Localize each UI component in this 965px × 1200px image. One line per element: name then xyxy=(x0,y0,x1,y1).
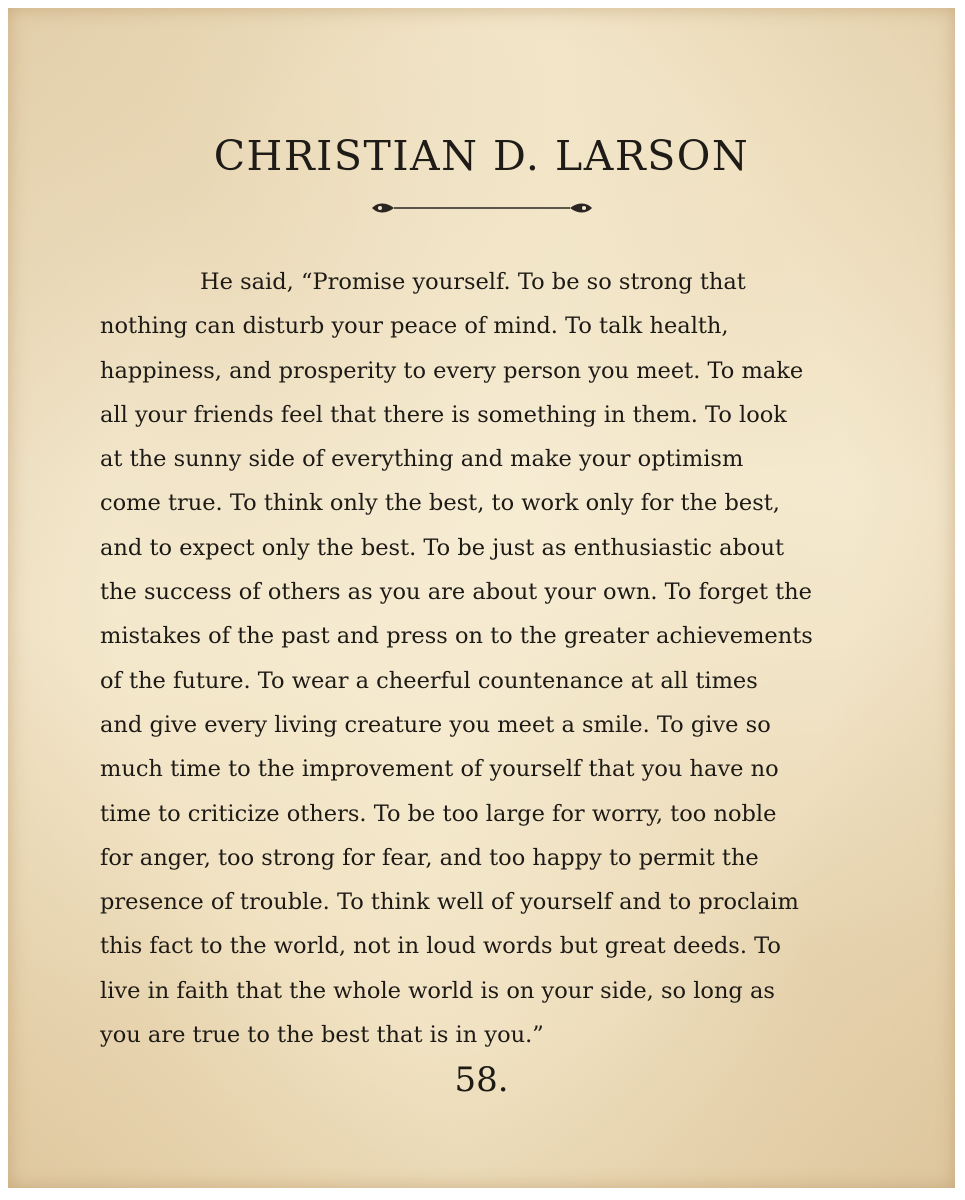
quote-line: much time to the improvement of yourself that you have no xyxy=(100,756,779,783)
quote-line: come true. To think only the best, to work only for the best, xyxy=(100,490,780,517)
page-number: 58. xyxy=(454,1060,509,1100)
quote-line: He said, “Promise yourself. To be so strong that xyxy=(200,269,746,295)
parchment-page xyxy=(8,8,955,1188)
quote-line: and to expect only the best. To be just as enthusiastic about xyxy=(100,534,784,561)
quote-paragraph xyxy=(100,260,870,1057)
quote-line: live in faith that the whole world is on your side, so long as xyxy=(100,977,775,1004)
quote-line: this fact to the world, not in loud words but great deeds. To xyxy=(100,933,781,960)
quote-line: at the sunny side of everything and make your optimism xyxy=(100,446,744,473)
quote-line: nothing can disturb your peace of mind. To talk health, xyxy=(100,313,729,340)
divider-flourish-icon xyxy=(368,200,596,216)
quote-line: and give every living creature you meet a smile. To give so xyxy=(100,711,771,738)
quote-line: the success of others as you are about your own. To forget the xyxy=(100,579,812,606)
quote-line: of the future. To wear a cheerful countenance at all times xyxy=(100,667,758,694)
quote-line: presence of trouble. To think well of yourself and to proclaim xyxy=(100,889,799,916)
quote-line: time to criticize others. To be too large for worry, too noble xyxy=(100,800,777,827)
page-title: CHRISTIAN D. LARSON xyxy=(213,132,750,180)
quote-line: for anger, too strong for fear, and too happy to permit the xyxy=(100,844,759,871)
quote-line: mistakes of the past and press on to the greater achievements xyxy=(100,623,813,650)
quote-line: all your friends feel that there is something in them. To look xyxy=(100,401,787,428)
quote-line: you are true to the best that is in you.” xyxy=(100,1022,544,1049)
quote-line: happiness, and prosperity to every person you meet. To make xyxy=(100,357,804,384)
